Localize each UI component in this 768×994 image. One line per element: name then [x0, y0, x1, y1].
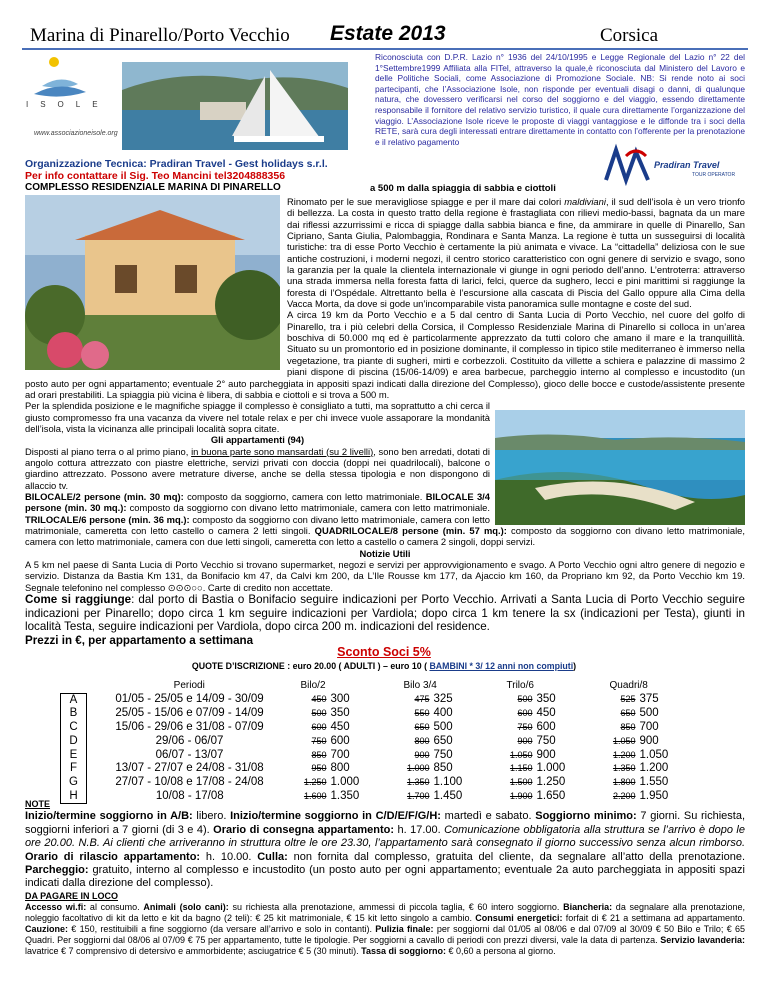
list-price: 900: [414, 749, 430, 760]
list-price: 750: [517, 722, 533, 733]
note-l3: Soggiorno minimo:: [535, 810, 637, 823]
bilo34-label: BILOCALE 3/4 persone (min. 30 mq.):: [25, 490, 490, 514]
quote-children: BAMBINI * 3/ 12 anni non compiuti: [429, 661, 574, 671]
offer-price: 500: [639, 707, 659, 720]
note-l4: Orario di consegna appartamento:: [213, 823, 395, 836]
list-price: 850: [311, 749, 327, 760]
list-price: 850: [620, 722, 636, 733]
offer-price: 750: [433, 748, 453, 761]
apartments-p1-underline: in buona parte sono mansardati (su 2 livelli): [191, 445, 374, 457]
period-dates: 06/07 - 13/07: [155, 748, 224, 761]
price-cell: [602, 707, 705, 721]
offer-price: 375: [639, 693, 659, 706]
offer-price: 850: [433, 762, 453, 775]
complex-name: COMPLESSO RESIDENZIALE MARINA DI PINARELLO: [25, 182, 281, 193]
note-t4: h. 17.00.: [394, 823, 445, 836]
list-price: 650: [620, 708, 636, 719]
list-price: 550: [414, 708, 430, 719]
price-row: [61, 762, 705, 776]
intro-p1-b: , il sud dell’isola è un vero trionfo di bellezza. La costa in questo tratto della regione è frastagliata con rilievi medio-bassi, bagnata da un mare dai riflessi azzurrissimi e ricca di spiagge dalla sabbia bianca e fine, da ammirare in quelle di Pinarello, San Cipriano, Santa Giulia, Palombaggia, Rondinara e Santa Manza. La regione è tutta un susseguirsi di località turistiche: tra di esse Porto Vecchio è certamente la più animata e vivace. La “cittadella” deliziosa con le sue antiche costruzioni, i moderni negozi, il centro storico caratteristico con ogni genere di servizio e svago, sono la garanzia per la quale la clientela internazionale vi giunge in ogni periodo dell’anno. L’entroterra: attraverso una strada immersa nella foresta fatta di larici, felci, querce da sughero, lecci e pini marittimi si raggiunge la foresta di l’Ospédale. Altrettanto bella è l’escursione alla cascata di Piscia del Gallo oppure alla Cima della Vacca Morta, da dove si gode un’incomparabile vista panoramica sulle montagne e coste del sud.: [287, 196, 745, 310]
list-price: 600: [517, 708, 533, 719]
price-cell: [499, 707, 602, 721]
pay-t7: lavatrice € 7 comprensivo di detersivo e ammorbidente; asciugatrice € 5 (30 minuti).: [25, 946, 362, 957]
header-season: Estate 2013: [330, 22, 446, 45]
period-letter: A: [61, 693, 87, 707]
pay-l3: Biancheria:: [563, 902, 613, 913]
pay-title: DA PAGARE IN LOCO: [25, 890, 119, 901]
logo-brand: ISOLE: [26, 100, 110, 109]
price-row: [61, 707, 705, 721]
list-price: 450: [311, 694, 327, 705]
pradiran-name: Pradiran Travel: [654, 160, 720, 170]
price-table-body: [61, 679, 705, 804]
quote-suffix: ): [573, 661, 577, 671]
apartments-p1-b: , sono ben arredati, dotati di angolo cottura attrezzato con piastre elettriche, servizi privati con doccia (doppi nei quadrilocali), balcone o giardino attrezzato. Possono avere metrature diverse, anche se della stessa tipologia e non dispongono di allaccio tv.: [25, 445, 490, 491]
period-letter: C: [61, 721, 87, 735]
period-dates: 29/06 - 06/07: [155, 734, 224, 747]
header-periods: Periodi: [173, 680, 205, 692]
offer-price: 1.550: [639, 775, 669, 788]
price-row: [61, 721, 705, 735]
list-price: 950: [311, 763, 327, 774]
offer-price: 1.650: [536, 789, 566, 802]
price-cell: [293, 721, 396, 735]
offer-price: 350: [536, 693, 556, 706]
price-table-header: [61, 679, 705, 693]
list-price: 1.050: [509, 749, 533, 760]
price-cell: [293, 693, 396, 707]
price-cell: [293, 776, 396, 790]
isole-logo: [20, 50, 360, 155]
note-t3: 7 giorni. Su richiesta, soggiorni inferiori a 7 giorni (di 3 e 4).: [25, 810, 746, 836]
apartments-p1-a: Disposti al piano terra o al primo piano,: [25, 445, 192, 457]
quote-prefix: QUOTE D’ISCRIZIONE : euro 20.00 ( ADULTI ) – euro 10 (: [191, 661, 430, 671]
registration-fees: [0, 661, 768, 671]
offer-price: 900: [536, 748, 556, 761]
period-dates: 25/05 - 15/06 e 07/09 - 14/09: [115, 707, 264, 720]
list-price: 900: [517, 735, 533, 746]
list-price: 1.200: [612, 749, 636, 760]
list-price: 2.200: [612, 790, 636, 801]
list-price: 1.150: [509, 763, 533, 774]
offer-price: 325: [433, 693, 453, 706]
list-price: 1.250: [303, 776, 327, 787]
price-cell: [396, 721, 499, 735]
offer-price: 1.000: [536, 762, 566, 775]
price-cell: [293, 735, 396, 749]
price-cell: [499, 762, 602, 776]
trilo-text: composto da soggiorno con divano letto matrimoniale, camera con letto matrimoniale, cameretta con letto castello o camera 2 letti singoli.: [25, 513, 490, 536]
header-trilo6: Trilo/6: [506, 680, 534, 692]
pradiran-sub: TOUR OPERATOR: [692, 172, 736, 178]
period-letter: D: [61, 735, 87, 749]
list-price: 525: [620, 694, 636, 705]
pradiran-logo: [596, 140, 746, 192]
bilo34-text: composto da soggiorno con divano letto matrimoniale, camera con letto matrimoniale.: [126, 502, 490, 514]
offer-price: 1.000: [330, 775, 360, 788]
list-price: 1.000: [406, 763, 430, 774]
photo-spacer: [25, 196, 287, 372]
header-bilo2: Bilo/2: [300, 680, 326, 692]
note-l1: Inizio/termine soggiorno in A/B:: [25, 810, 193, 823]
beach-photo: [495, 410, 745, 525]
price-row: [61, 776, 705, 790]
price-cell: [396, 735, 499, 749]
apartments-title: Gli appartamenti (94): [210, 434, 305, 446]
offer-price: 400: [433, 707, 453, 720]
price-cell: [602, 693, 705, 707]
quadri-label: QUADRILOCALE/8 persone (min. 57 mq.):: [314, 524, 507, 536]
pay-t8: € 0,60 a persona al giorno.: [446, 946, 556, 957]
offer-price: 500: [433, 721, 453, 734]
period-dates: 27/07 - 10/08 e 17/08 - 24/08: [115, 775, 264, 788]
period-letter: F: [61, 762, 87, 776]
offer-price: 700: [639, 721, 659, 734]
header-bilo34: Bilo 3/4: [403, 680, 437, 692]
price-row: [61, 749, 705, 763]
recognition-text: Riconosciuta con D.P.R. Lazio n° 1936 del 24/10/1995 e Legge Regionale del Lazio n° 22 del 1°Settembre1999 Affiliata alla FITel, attraverso la quale,è riconosciuta dal Ministero del Lavoro e delle Politiche Sociali, come Associazione di Promozione Sociale. NB: Si rende noto ai soci partecipanti, che l’Associazione Isole, non risponde per eventuali disagi o danni, di qualunque natura, che dovessero verificarsi nel corso del soggiorno e del viaggio, essendo direttamente responsabile il fornitore del relativo servizio turistico, il quale cura direttamente l’organizzazione del viaggio. L’Associazione Isole riceve le proposte di viaggi vantaggiose e le diffonde tra i soci della RETE, sarà cura degli interessati entrare direttamente in contatto con l’offerente per la prenotazione e il relativo pagamento: [375, 52, 745, 147]
price-cell: [602, 735, 705, 749]
member-discount: Sconto Soci 5%: [337, 645, 431, 659]
logo-url: www.associazioneisole.org: [34, 130, 118, 137]
trilo-label: TRILOCALE/6 persone (min. 36 mq.):: [25, 513, 190, 525]
offer-price: 1.100: [433, 775, 463, 788]
directions-text: : dal porto di Bastia o Bonifacio seguire indicazioni per Porto Vecchio. Arrivati a Santa Lucia di Porto Vecchio seguire indicazioni per Pinarello; dopo circa 1 km seguire indicazioni per Vardiola; dopo circa 1 km tenere la sx (indicazioni per Testa), giunti in località Testa, seguire indicazioni per Vardiola, dopo circa 200 m. indicazioni del residence.: [25, 593, 745, 634]
note-t7: non fornita dal complesso, gratuita del cliente, da segnalare all’atto della prenotazione.: [287, 850, 746, 863]
offer-price: 600: [330, 734, 350, 747]
bilo-label: BILOCALE/2 persone (min. 30 mq):: [25, 490, 184, 502]
header-region: Corsica: [600, 25, 659, 46]
price-cell: [396, 762, 499, 776]
offer-price: 1.200: [639, 762, 669, 775]
list-price: 1.350: [406, 776, 430, 787]
list-price: 1.800: [612, 776, 636, 787]
offer-price: 650: [433, 734, 453, 747]
offer-price: 600: [536, 721, 556, 734]
useful-title: Notizie Utili: [359, 547, 411, 559]
list-price: 500: [311, 708, 327, 719]
note-l7: Culla:: [257, 850, 288, 863]
intro-p2: A circa 19 km da Porto Vecchio e a 5 dal centro di Santa Lucia di Porto Vecchio, nel cuore del golfo di Pinarello, tra i più celebri della Corsica, il Complesso Residenziale Marina di Pinarello si colloca in un’area boschiva di 50.000 mq ed è particolarmente apprezzato da tutti coloro che amano il mare e la tranquillità. Situato su un promontorio ed in posizione dominante, il complesso in tipico stile mediterraneo è immerso nella vegetazione, tra piante di sugheri, mirti e corbezzoli. Costituito da villette a schiera e palazzine di massimo 2 piani dispone di piscina (15/06-14/09) e area barbecue, parcheggio interno al complesso e incustodito (un posto auto per ogni appartamento; eventuale 2° auto parcheggiata in appositi spazi indicati dalla direzione del Complesso), gioco delle bocce e custode/assistente presente ad orari prestabiliti. La spiaggia più vicina è libera, di sabbia e ciottoli e si trova a 500 m.: [25, 309, 745, 400]
pay-t3: da segnalare alla prenotazione, noleggio facoltativo di kit da letto e kit da bagno (2 teli): € 25 kit matrimoniale, € 15 kit letto singolo a cambio.: [25, 902, 746, 924]
offer-price: 900: [639, 734, 659, 747]
note-l6: Orario di rilascio appartamento:: [25, 850, 201, 863]
pay-t4: forfait di € 21 a settimana ad appartamento.: [562, 913, 746, 924]
period-dates: 01/05 - 25/05 e 14/09 - 30/09: [115, 693, 264, 706]
note-t2: martedì e sabato.: [440, 810, 536, 823]
header-location: Marina di Pinarello/Porto Vecchio: [30, 25, 290, 46]
list-price: 500: [517, 694, 533, 705]
organization: Organizzazione Tecnica: Pradiran Travel - Gest holidays s.r.l.: [25, 158, 328, 170]
list-price: 475: [414, 694, 430, 705]
list-price: 650: [414, 722, 430, 733]
offer-price: 800: [330, 762, 350, 775]
price-cell: [602, 749, 705, 763]
list-price: 750: [311, 735, 327, 746]
period-letter: E: [61, 749, 87, 763]
prices-note: Prezzi in €, per appartamento a settimana: [25, 633, 254, 647]
pay-l8: Tassa di soggiorno:: [361, 946, 446, 957]
period-letter: H: [61, 790, 87, 804]
offer-price: 1.350: [330, 789, 360, 802]
notes-section: [25, 799, 745, 957]
note-l8: Parcheggio:: [25, 863, 89, 876]
period-dates: 10/08 - 17/08: [155, 789, 224, 802]
quadri-text: composto da soggiorno con divano letto matrimoniale, camera con letto matrimoniale, camera con due letti singoli, cameretta con letto a castello o camera 2 singoli, doppi servizi.: [25, 524, 745, 548]
pay-l5: Cauzione:: [25, 924, 69, 935]
pay-t1: al consumo.: [86, 902, 144, 913]
price-cell: [396, 693, 499, 707]
price-cell: [293, 749, 396, 763]
price-row: [61, 735, 705, 749]
header-quadri8: Quadri/8: [609, 680, 648, 692]
offer-price: 1.050: [639, 748, 669, 761]
offer-price: 1.250: [536, 775, 566, 788]
price-cell: [499, 749, 602, 763]
period-dates: 13/07 - 27/07 e 24/08 - 31/08: [115, 762, 264, 775]
price-cell: [602, 721, 705, 735]
offer-price: 300: [330, 693, 350, 706]
note-t1: libero.: [192, 810, 231, 823]
price-cell: [499, 735, 602, 749]
beach-graphic: [495, 410, 745, 525]
price-cell: [396, 749, 499, 763]
note-t6: h. 10.00.: [200, 850, 258, 863]
price-cell: [602, 776, 705, 790]
useful-text: A 5 km nel paese di Santa Lucia di Porto Vecchio si trovano supermarket, negozi e servizi per approvvigionamento e svago. A Porto Vecchio ogni altro genere di negozio e servizio. Distanza da Bastia Km 131, da Bonifacio km 47, da Calvi km 200, da L’Ile Rousse km 177, da Ajaccio km 160, da Propriano km 92, da Porto Vecchio km 19. Segnale telefonino nel complesso ⊙⊙⊙○○. Carte di credito non accettate.: [25, 559, 745, 593]
price-cell: [602, 762, 705, 776]
price-row: [61, 693, 705, 707]
price-cell: [293, 762, 396, 776]
note-i5: Comunicazione obbligatoria alla struttura se l’arrivo è dopo le ore 20.00. N.B. Ai clienti che arriveranno in struttura oltre le ore 23.30, l’appartamento sarà consegnato il giorno successivo senza alcun rimborso.: [25, 823, 745, 850]
intro-p3: Per la splendida posizione e le magnifiche spiagge il complesso è consigliato a tutti, ma soprattutto a chi cerca il giusto compromesso fra una vacanza da vivere nel totale relax e per chi invece vuole assaporare la mondanità dell’isola, vista la vicinanza alle principali località sopra citate.: [25, 400, 490, 434]
period-letter: B: [61, 707, 87, 721]
offer-price: 350: [330, 707, 350, 720]
pay-t5: € 150, restituibili a fine soggiorno (da versare all’arrivo e solo in contanti).: [68, 924, 376, 935]
intro-p1-a: Rinomato per le sue meravigliose spiagge e per il mare dai colori: [287, 196, 565, 207]
note-t8: gratuito, interno al complesso e incustodito (un posto auto per ogni appartamento; eventuale 2a auto parcheggiata in appositi spazi indicati dalla direzione del complesso).: [25, 863, 745, 890]
directions-label: Come si raggiunge: [25, 593, 132, 607]
header-letter-cell: [61, 679, 87, 693]
period-dates: 15/06 - 29/06 e 31/08 - 07/09: [115, 721, 264, 734]
pay-t6: per soggiorni dal 01/05 al 08/06 e dal 07/09 al 30/09 € 50 Bilo e Trilo; € 65 Quadri. Per soggiorni dal 08/06 al 07/09 € 75 per appartamento, tutte le tipologie. Per soggiorni a cavallo di periodi con prezzi diversi, vale la data di partenza.: [25, 924, 746, 946]
offer-price: 1.950: [639, 789, 669, 802]
list-price: 1.350: [612, 763, 636, 774]
pay-l1: Accesso wi.fi:: [25, 902, 87, 913]
pay-l6: Pulizia finale:: [375, 924, 434, 935]
list-price: 1.600: [303, 790, 327, 801]
price-cell: [499, 776, 602, 790]
note-l2: Inizio/termine soggiorno in C/D/E/F/G/H:: [230, 810, 441, 823]
price-table: [60, 679, 705, 804]
list-price: 600: [311, 722, 327, 733]
price-cell: [293, 707, 396, 721]
offer-price: 450: [536, 707, 556, 720]
list-price: 1.500: [509, 776, 533, 787]
beach-distance: a 500 m dalla spiaggia di sabbia e ciottoli: [370, 183, 556, 194]
offer-price: 700: [330, 748, 350, 761]
offer-price: 1.450: [433, 789, 463, 802]
price-cell: [396, 707, 499, 721]
contact-line: Per info contattare il Sig. Teo Mancini tel3204888356: [25, 170, 286, 182]
list-price: 800: [414, 735, 430, 746]
offer-price: 450: [330, 721, 350, 734]
list-price: 1.700: [406, 790, 430, 801]
pay-t2: su richiesta alla prenotazione, ammessi di piccola taglia, € 60 intero soggiorno.: [228, 902, 564, 913]
price-cell: [499, 721, 602, 735]
intro-p1-italic: maldiviani: [564, 196, 606, 207]
notes-title: NOTE: [25, 799, 51, 809]
pay-l4: Consumi energetici:: [475, 913, 563, 924]
list-price: 1.050: [612, 735, 636, 746]
pay-l2: Animali (solo cani):: [143, 902, 229, 913]
pay-l7: Servizio lavanderia:: [660, 935, 745, 946]
price-cell: [396, 776, 499, 790]
price-cell: [499, 693, 602, 707]
bilo-text: composto da soggiorno, camera con letto matrimoniale.: [183, 490, 426, 502]
list-price: 1.900: [509, 790, 533, 801]
offer-price: 750: [536, 734, 556, 747]
period-letter: G: [61, 776, 87, 790]
